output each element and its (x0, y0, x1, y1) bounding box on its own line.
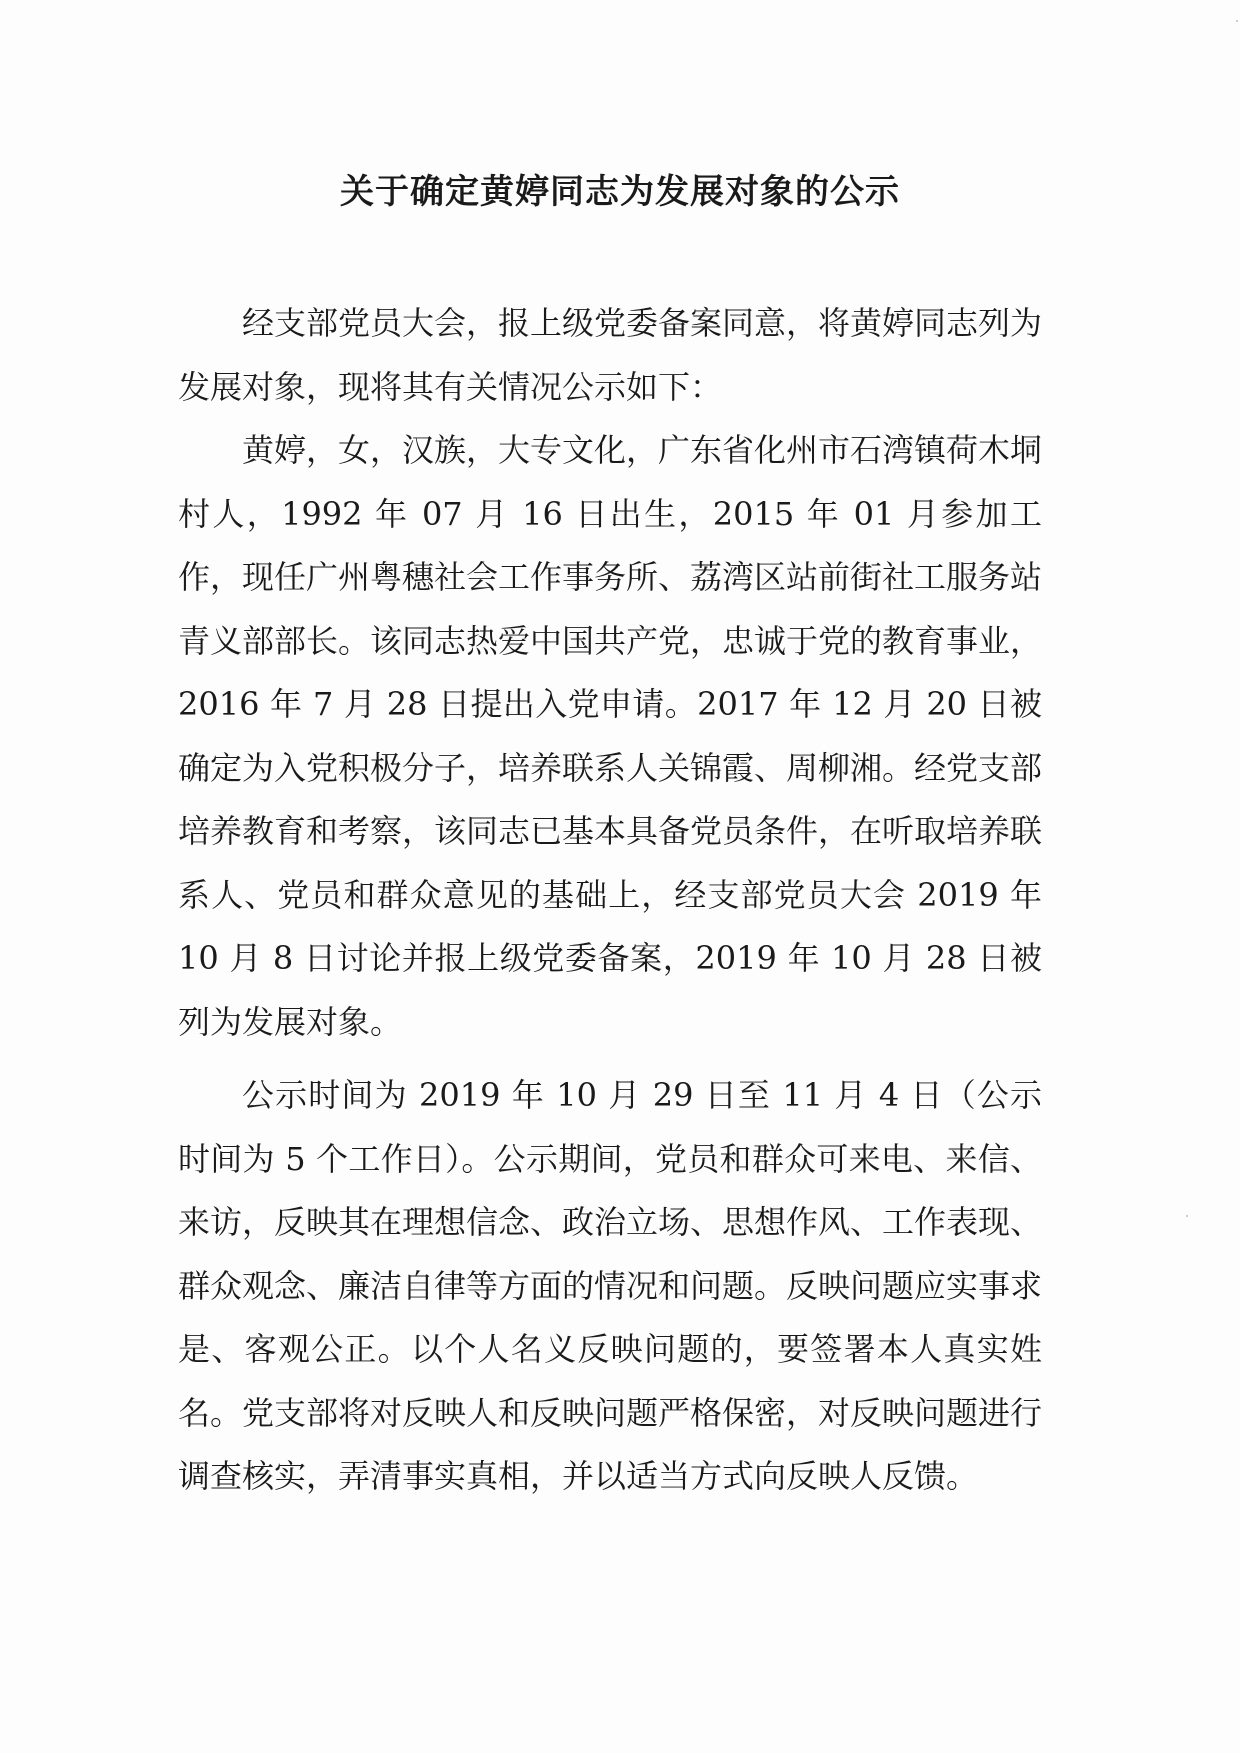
notice-period-paragraph: 公示时间为 2019 年 10 月 29 日至 11 月 4 日（公示时间为 5 个工作日）。公示期间，党员和群众可来电、来信、来访，反映其在理想信念、政治立场、思想作风、工作表现、群众观念、廉洁自律等方面的情况和问题。反映问题应实事求是、客观公正。以个人名义反映问题的，要签署本人真实姓名。党支部将对反映人和反映问题严格保密，对反映问题进行调查核实，弄清事实真相，并以适当方式向反映人反馈。 (178, 1076, 1043, 1495)
document-body (178, 292, 1042, 1509)
document-title: 关于确定黄婷同志为发展对象的公示 (340, 172, 900, 212)
candidate-info-paragraph: 黄婷，女，汉族，大专文化，广东省化州市石湾镇荷木垌村人，1992 年 07 月 16 日出生，2015 年 01 月参加工作，现任广州粤穗社会工作事务所、荔湾区站前街社工服务站青义部部长。该同志热爱中国共产党，忠诚于党的教育事业，2016 年 7 月 28 日提出入党申请。2017 年 12 月 20 日被确定为入党积极分子，培养联系人关锦霞、周柳湘。经党支部培养教育和考察，该同志已基本具备党员条件，在听取培养联系人、党员和群众意见的基础上，经支部党员大会 2019 年 10 月 8 日讨论并报上级党委备案，2019 年 10 月 28 日被列为发展对象。 (178, 431, 1043, 1041)
intro-paragraph: 经支部党员大会，报上级党委备案同意，将黄婷同志列为发展对象，现将其有关情况公示如下： (178, 304, 1043, 406)
scan-speck (1236, 20, 1238, 22)
scan-speck (1186, 1215, 1188, 1217)
